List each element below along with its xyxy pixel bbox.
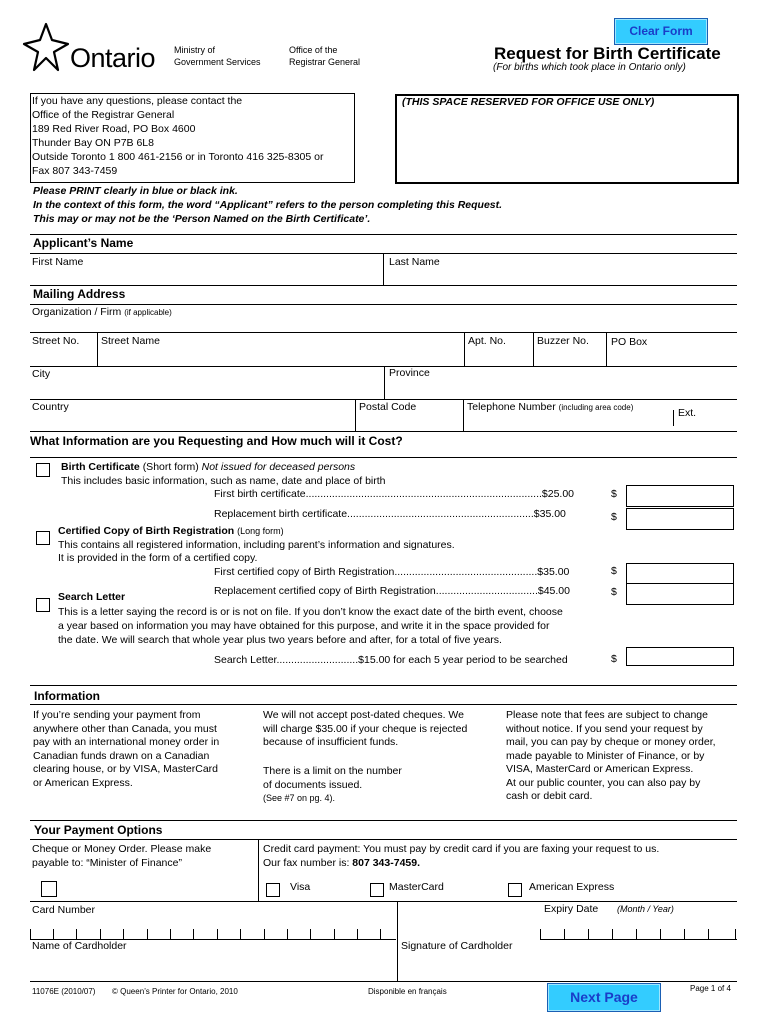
city-field[interactable] xyxy=(30,381,383,397)
certified-copy-checkbox[interactable] xyxy=(36,531,50,545)
cardholder-signature-field[interactable] xyxy=(399,954,737,980)
apt-no-label: Apt. No. xyxy=(468,335,506,347)
dollar-sign: $ xyxy=(611,488,617,500)
birth-certificate-desc: This includes basic information, such as name, date and place of birth xyxy=(61,475,386,487)
instruction-person-named: This may or may not be the ‘Person Named on the Birth Certificate’. xyxy=(33,213,371,225)
po-box-label: PO Box xyxy=(611,336,648,348)
replacement-certified-copy-amount[interactable] xyxy=(626,583,734,605)
office-line2: Registrar General xyxy=(289,57,361,67)
visa-label: Visa xyxy=(290,881,311,893)
american-express-label: American Express xyxy=(529,881,615,893)
expiry-format-label: (Month / Year) xyxy=(617,904,674,914)
mastercard-checkbox[interactable] xyxy=(370,883,384,897)
search-letter-desc1: This is a letter saying the record is or is not on file. If you don’t know the exact date of the birth event, choose xyxy=(58,606,563,618)
ministry-line2: Government Services xyxy=(174,57,261,67)
cheque-checkbox[interactable] xyxy=(41,881,57,897)
mailing-address-heading: Mailing Address xyxy=(33,287,126,301)
last-name-label: Last Name xyxy=(389,256,440,268)
dollar-sign: $ xyxy=(611,653,617,665)
search-letter-desc2: a year based on information you may have obtained for this purpose, and write it in the space provided for xyxy=(58,620,550,632)
ext-field[interactable] xyxy=(675,420,735,430)
copyright: © Queen’s Printer for Ontario, 2010 xyxy=(112,987,238,996)
street-no-field[interactable] xyxy=(30,348,96,364)
ontario-trillium-logo xyxy=(22,22,70,72)
cheque-instructions: Cheque or Money Order. Please make payable to: “Minister of Finance” xyxy=(32,843,212,869)
information-col2b: There is a limit on the number of documents issued. xyxy=(263,765,402,791)
city-label: City xyxy=(32,368,51,380)
birth-certificate-title: Birth Certificate (Short form) Not issued for deceased persons xyxy=(61,461,356,473)
information-col2c: (See #7 on pg. 4). xyxy=(263,793,336,803)
clear-form-button[interactable]: Clear Form xyxy=(614,18,708,45)
search-letter-amount[interactable] xyxy=(626,647,734,666)
ext-label: Ext. xyxy=(678,407,697,419)
information-col2a: We will not accept post-dated cheques. We will charge $35.00 if your cheque is rejected because of insufficient funds. xyxy=(263,709,468,748)
postal-code-field[interactable] xyxy=(357,414,462,429)
dollar-sign: $ xyxy=(611,511,617,523)
expiry-date-label: Expiry Date xyxy=(544,903,599,915)
payment-options-heading: Your Payment Options xyxy=(34,823,163,837)
fax-number-line: Our fax number is: 807 343-7459. xyxy=(263,857,421,869)
org-field[interactable] xyxy=(30,318,735,331)
information-col3: Please note that fees are subject to change without notice. If you send your request by mail, you can pay by cheque or money order, made payable to Minister of Finance, or by VISA, MasterCard or American Express. At our public counter, you can also pay by cash or debit card. xyxy=(506,709,716,802)
province-label: Province xyxy=(389,367,430,379)
form-code: 11076E (2010/07) xyxy=(32,987,96,996)
contact-line: Outside Toronto 1 800 461-2156 or in Toronto 416 325-8305 or xyxy=(32,151,324,163)
first-certified-copy-amount[interactable] xyxy=(626,563,734,585)
cardholder-name-field[interactable] xyxy=(30,954,396,980)
search-letter-fee: Search Letter............................$15.00 for each 5 year period to be searched xyxy=(214,654,568,666)
buzzer-no-label: Buzzer No. xyxy=(537,335,589,347)
search-letter-desc3: the date. We will search that whole year plus two years before and after, for a total of five years. xyxy=(58,634,502,646)
information-col1: If you’re sending your payment from anywhere other than Canada, you must pay with an international money order in Canadian funds drawn on a Canadian clearing house, or by VISA, MasterCard or American Express. xyxy=(33,709,220,789)
postal-code-label: Postal Code xyxy=(359,401,417,413)
first-name-field[interactable] xyxy=(30,268,382,284)
french-availability: Disponible en français xyxy=(368,987,447,996)
replacement-certified-copy-fee: Replacement certified copy of Birth Registration...................................$45.00 xyxy=(214,585,570,597)
page-number: Page 1 of 4 xyxy=(690,984,731,993)
street-no-label: Street No. xyxy=(32,335,80,347)
dollar-sign: $ xyxy=(611,586,617,598)
street-name-field[interactable] xyxy=(99,348,463,364)
search-letter-checkbox[interactable] xyxy=(36,598,50,612)
search-letter-title: Search Letter xyxy=(58,591,126,603)
first-name-label: First Name xyxy=(32,256,84,268)
office-use-label: (THIS SPACE RESERVED FOR OFFICE USE ONLY) xyxy=(402,96,655,108)
contact-line: Fax 807 343-7459 xyxy=(32,165,118,177)
ontario-wordmark: Ontario xyxy=(70,43,156,73)
ministry-line1: Ministry of xyxy=(174,45,216,55)
first-birth-certificate-amount[interactable] xyxy=(626,485,734,507)
certified-copy-desc2: It is provided in the form of a certified copy. xyxy=(58,552,258,564)
contact-line: If you have any questions, please contact the xyxy=(32,95,243,107)
replacement-birth-certificate-amount[interactable] xyxy=(626,508,734,530)
contact-line: 189 Red River Road, PO Box 4600 xyxy=(32,123,196,135)
card-number-field[interactable] xyxy=(30,920,396,940)
american-express-checkbox[interactable] xyxy=(508,883,522,897)
po-box-field[interactable] xyxy=(608,348,735,364)
province-field[interactable] xyxy=(386,381,735,397)
cardholder-name-label: Name of Cardholder xyxy=(32,940,127,952)
information-heading: Information xyxy=(34,689,100,703)
form-title: Request for Birth Certificate xyxy=(494,44,721,63)
buzzer-no-field[interactable] xyxy=(535,348,605,364)
credit-card-instructions: Credit card payment: You must pay by credit card if you are faxing your request to us. xyxy=(263,843,660,855)
country-field[interactable] xyxy=(30,414,354,429)
applicant-name-heading: Applicant’s Name xyxy=(33,236,134,250)
visa-checkbox[interactable] xyxy=(266,883,280,897)
street-name-label: Street Name xyxy=(101,335,160,347)
telephone-field[interactable] xyxy=(465,414,671,429)
org-label: Organization / Firm (if applicable) xyxy=(32,306,172,318)
contact-line: Thunder Bay ON P7B 6L8 xyxy=(32,137,154,149)
first-certified-copy-fee: First certified copy of Birth Registration.................................................$35.00 xyxy=(214,566,570,578)
cardholder-signature-label: Signature of Cardholder xyxy=(401,940,513,952)
certified-copy-desc1: This contains all registered information, including parent’s information and signatures. xyxy=(58,539,455,551)
last-name-field[interactable] xyxy=(385,268,735,284)
card-number-label: Card Number xyxy=(32,904,96,916)
telephone-label: Telephone Number (including area code) xyxy=(467,401,634,413)
contact-line: Office of the Registrar General xyxy=(32,109,175,121)
dollar-sign: $ xyxy=(611,565,617,577)
requesting-heading: What Information are you Requesting and How much will it Cost? xyxy=(30,434,403,448)
next-page-button[interactable]: Next Page xyxy=(547,983,661,1012)
office-line1: Office of the xyxy=(289,45,338,55)
mastercard-label: MasterCard xyxy=(389,881,444,893)
first-birth-certificate-fee: First birth certificate.................................................................................$25.00 xyxy=(214,488,575,500)
replacement-birth-certificate-fee: Replacement birth certificate................................................................$35.00 xyxy=(214,508,566,520)
apt-no-field[interactable] xyxy=(466,348,532,364)
country-label: Country xyxy=(32,401,69,413)
birth-certificate-checkbox[interactable] xyxy=(36,463,50,477)
instruction-print: Please PRINT clearly in blue or black ink. xyxy=(33,185,238,197)
instruction-applicant: In the context of this form, the word “Applicant” refers to the person completing this Request. xyxy=(33,199,503,211)
certified-copy-title: Certified Copy of Birth Registration (Long form) xyxy=(58,525,284,537)
form-subtitle: (For births which took place in Ontario only) xyxy=(493,62,686,73)
